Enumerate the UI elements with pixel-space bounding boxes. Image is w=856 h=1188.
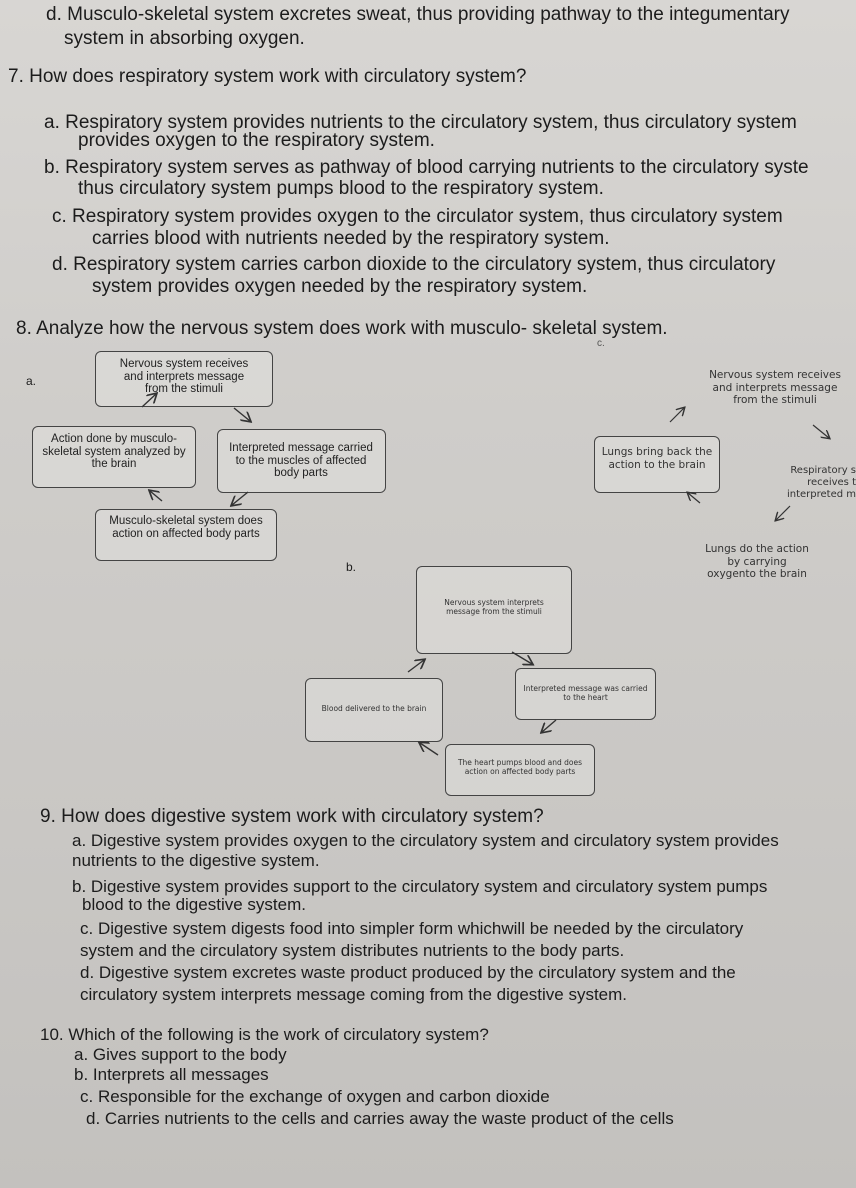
q7-option-c-line1: c. Respiratory system provides oxygen to the circulator system, thus circulatory system [52,206,783,227]
q10-option-d: d. Carries nutrients to the cells and carries away the waste product of the cells [86,1109,674,1128]
arrow-c-1 [813,425,829,438]
q10-question: 10. Which of the following is the work of circulatory system? [40,1025,489,1044]
diagram-b-step4: Blood delivered to the brain [305,678,443,742]
diagram-c-step4: Lungs bring back the action to the brain [594,436,720,493]
arrow-a-2 [232,492,248,505]
diagram-c-step1: Nervous system receives and interprets message from the stimuli [709,369,841,406]
q9-option-b-line1: b. Digestive system provides support to the circulatory system and circulatory system pumps [72,877,768,896]
q7-option-b-line1: b. Respiratory system serves as pathway of blood carrying nutrients to the circulatory syste [44,157,809,178]
arrow-b-4 [408,660,424,672]
q10-option-a: a. Gives support to the body [74,1045,287,1064]
q9-option-a-line1: a. Digestive system provides oxygen to the circulatory system and circulatory system provides [72,831,779,850]
diagram-b-step3: The heart pumps blood and does action on affected body parts [445,744,595,796]
arrow-a-3 [150,491,162,501]
q7-option-d-line1: d. Respiratory system carries carbon dioxide to the circulatory system, thus circulatory [52,254,776,275]
diagram-a-step3: Musculo-skeletal system does action on affected body parts [95,509,277,561]
q10-option-b: b. Interprets all messages [74,1065,269,1084]
diagram-b-step2: Interpreted message was carried to the heart [515,668,656,720]
q7-option-d-line2: system provides oxygen needed by the respiratory system. [92,276,588,297]
q7-option-c-line2: carries blood with nutrients needed by the respiratory system. [92,228,610,249]
arrow-b-2 [542,720,556,732]
diagram-a-step2: Interpreted message carried to the muscles of affected body parts [217,429,386,493]
arrow-c-3 [688,493,700,503]
q7-option-a-line1: a. Respiratory system provides nutrients to the circulatory system, thus circulatory system [44,112,797,133]
q9-option-c-line1: c. Digestive system digests food into simpler form whichwill be needed by the circulatory [80,919,744,938]
diagram-a-step4: Action done by musculo-skeletal system analyzed by the brain [32,426,196,488]
q7-option-a-line2: provides oxygen to the respiratory system. [78,130,435,151]
diagram-c-step3: Lungs do the action by carrying oxygento the brain [705,543,809,580]
q6-option-d-line1: d. Musculo-skeletal system excretes sweat, thus providing pathway to the integumentary [46,4,790,25]
arrow-a-4 [142,394,156,407]
arrow-b-1 [512,652,532,664]
arrow-b-3 [420,743,438,755]
diagram-a-label: a. [26,374,37,388]
q9-option-a-line2: nutrients to the digestive system. [72,851,320,870]
q9-option-b-line2: blood to the digestive system. [82,895,306,914]
diagram-c-label: c. [597,338,605,349]
diagram-b-step1: Nervous system interprets message from the stimuli [416,566,572,654]
diagram-b-label: b. [346,560,357,574]
q9-question: 9. How does digestive system work with circulatory system? [40,806,544,827]
arrow-a-1 [234,408,250,421]
diagram-a-step1: Nervous system receives and interprets message from the stimuli [95,351,273,407]
q9-option-d-line1: d. Digestive system excretes waste product produced by the circulatory system and the [80,963,736,982]
q9-option-c-line2: system and the circulatory system distributes nutrients to the body parts. [80,941,625,960]
arrow-c-2 [776,506,790,520]
q9-option-d-line2: circulatory system interprets message coming from the digestive system. [80,985,628,1004]
arrow-c-4 [670,408,684,422]
q8-question: 8. Analyze how the nervous system does work with musculo- skeletal system. [16,318,668,339]
diagram-c-step2: Respiratory s receives t interpreted m [786,465,856,500]
q10-option-c: c. Responsible for the exchange of oxygen and carbon dioxide [80,1087,550,1106]
q6-option-d-line2: system in absorbing oxygen. [64,28,305,49]
q7-option-b-line2: thus circulatory system pumps blood to the respiratory system. [78,178,604,199]
q7-question: 7. How does respiratory system work with circulatory system? [8,66,527,87]
